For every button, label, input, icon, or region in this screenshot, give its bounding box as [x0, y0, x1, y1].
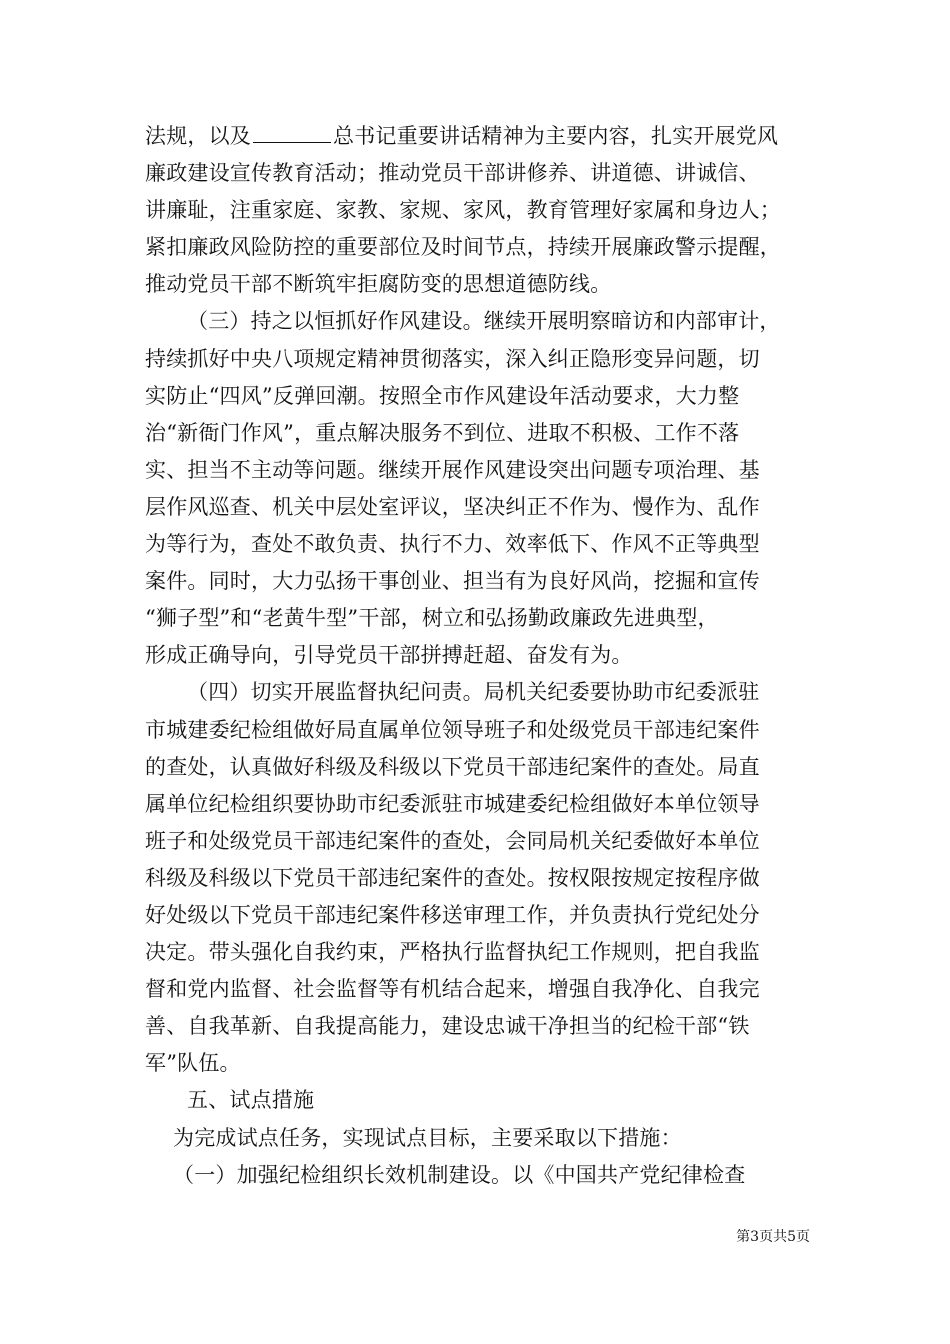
text-line: 形成正确导向，引导党员干部拼搏赶超、奋发有为。	[145, 643, 633, 668]
paragraph-start: （三）持之以恒抓好作风建设。继续开展明察暗访和内部审计，	[187, 309, 781, 334]
text-line: 为等行为，查处不敢负责、执行不力、效率低下、作风不正等典型	[145, 532, 760, 557]
text-line: 决定。带头强化自我约束，严格执行监督执纪工作规则，把自我监	[145, 940, 760, 965]
paragraph-start: （四）切实开展监督执纪问责。局机关纪委要协助市纪委派驻	[187, 680, 760, 705]
paragraph-start: 为完成试点任务，实现试点目标，主要采取以下措施：	[173, 1125, 682, 1150]
page-number: 第3页共5页	[736, 1229, 810, 1245]
text-line: 廉政建设宣传教育活动；推动党员干部讲修养、讲道德、讲诚信、	[145, 161, 760, 186]
text-line: “狮子型”和“老黄牛型”干部，树立和弘扬勤政廉政先进典型，	[145, 606, 719, 631]
text-line: 善、自我革新、自我提高能力，建设忠诚干净担当的纪检干部“铁	[145, 1014, 750, 1039]
section-heading: 五、试点措施	[187, 1088, 315, 1113]
text-fragment: 法规，以及	[145, 124, 251, 148]
text-line: 实防止“四风”反弹回潮。按照全市作风建设年活动要求，大力整	[145, 383, 740, 408]
text-line: 的查处，认真做好科级及科级以下党员干部违纪案件的查处。局直	[145, 754, 760, 779]
text-fragment: 总书记重要讲话精神为主要内容，扎实开展党风	[333, 124, 779, 148]
text-line: 紧扣廉政风险防控的重要部位及时间节点，持续开展廉政警示提醒，	[145, 235, 781, 260]
text-line: 属单位纪检组织要协助市纪委派驻市城建委纪检组做好本单位领导	[145, 791, 760, 816]
text-line: 推动党员干部不断筑牢拒腐防变的思想道德防线。	[145, 272, 612, 297]
text-line: 市城建委纪检组做好局直属单位领导班子和处级党员干部违纪案件	[145, 717, 760, 742]
text-line: 案件。同时，大力弘扬干事创业、担当有为良好风尚，挖掘和宣传	[145, 569, 760, 594]
text-line: 实、担当不主动等问题。继续开展作风建设突出问题专项治理、基	[145, 457, 760, 482]
text-line: 科级及科级以下党员干部违纪案件的查处。按权限按规定按程序做	[145, 865, 760, 890]
text-line: 班子和处级党员干部违纪案件的查处，会同局机关纪委做好本单位	[145, 828, 760, 853]
text-line: 层作风巡查、机关中层处室评议，坚决纠正不作为、慢作为、乱作	[145, 494, 760, 519]
text-line: 军”队伍。	[145, 1051, 241, 1076]
text-line: 督和党内监督、社会监督等有机结合起来，增强自我净化、自我完	[145, 977, 760, 1002]
blank-underline	[253, 124, 331, 143]
text-line: 持续抓好中央八项规定精神贯彻落实，深入纠正隐形变异问题，切	[145, 346, 760, 371]
text-line: 治“新衙门作风”，重点解决服务不到位、进取不积极、工作不落	[145, 420, 740, 445]
text-line-1	[145, 118, 810, 155]
document-body	[145, 118, 810, 1194]
text-line: 讲廉耻，注重家庭、家教、家规、家风，教育管理好家属和身边人；	[145, 198, 781, 223]
paragraph-start: （一）加强纪检组织长效机制建设。以《中国共产党纪律检查	[173, 1162, 746, 1187]
text-line: 好处级以下党员干部违纪案件移送审理工作，并负责执行党纪处分	[145, 902, 760, 927]
